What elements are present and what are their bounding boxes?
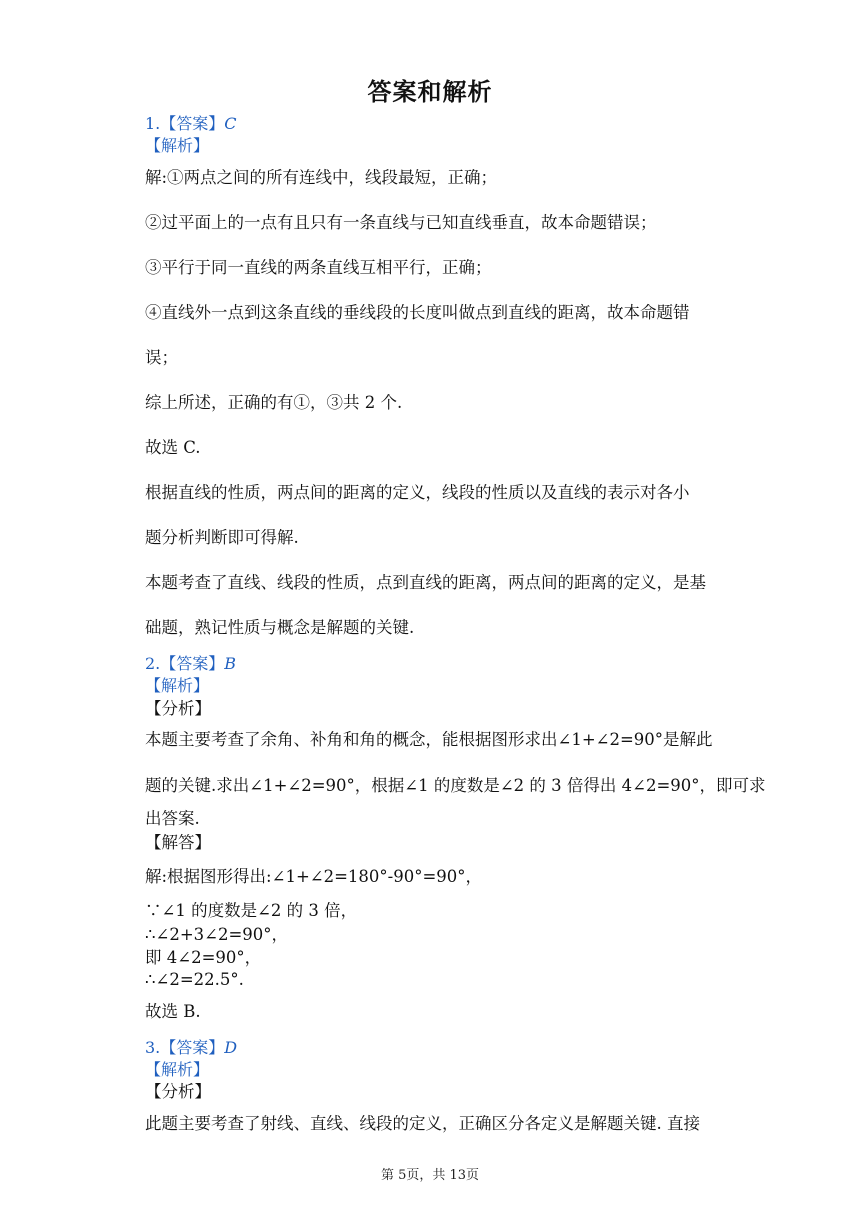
q3-analysis-tag: 【解析】 — [145, 1060, 210, 1079]
q3-number: 3. — [145, 1038, 161, 1057]
q1-line-10: 本题考查了直线、线段的性质，点到直线的距离，两点间的距离的定义，是基 — [145, 573, 706, 592]
q3-fenxi-tag: 【分析】 — [145, 1082, 211, 1101]
q2-solution-line-5: ∴∠2=22.5°. — [145, 970, 244, 989]
q2-solution-line-3: ∴∠2+3∠2=90°， — [145, 925, 289, 944]
q2-analysis-line-2: 题的关键.求出∠1+∠2=90°，根据∠1 的度数是∠2 的 3 倍得出 4∠2=90°，即可求 — [145, 776, 766, 795]
q3-answer: D — [224, 1038, 238, 1057]
q1-line-9: 题分析判断即可得解. — [145, 528, 299, 547]
q1-answer: C — [224, 114, 237, 133]
q1-line-11: 础题，熟记性质与概念是解题的关键. — [145, 618, 415, 637]
q3-answer-tag: 【答案】 — [160, 1038, 225, 1057]
q1-analysis-tag: 【解析】 — [145, 136, 210, 155]
q1-line-1: 解:①两点之间的所有连线中，线段最短，正确； — [145, 168, 498, 187]
q3-answer-line — [145, 1038, 237, 1058]
q2-answer: B — [224, 654, 237, 673]
q1-line-2: ②过平面上的一点有且只有一条直线与已知直线垂直，故本命题错误； — [145, 213, 657, 232]
q3-line-1: 此题主要考查了射线、直线、线段的定义，正确区分各定义是解题关键. 直接 — [145, 1114, 700, 1133]
q2-analysis-line-3: 出答案. — [145, 809, 200, 828]
q2-analysis-tag: 【解析】 — [145, 676, 210, 695]
q2-fenxi-tag: 【分析】 — [145, 699, 211, 718]
q1-number: 1. — [145, 114, 161, 133]
q1-answer-tag: 【答案】 — [160, 114, 225, 133]
q2-answer-tag: 【答案】 — [160, 654, 225, 673]
q2-number: 2. — [145, 654, 161, 673]
q1-line-7: 故选 C. — [145, 438, 201, 457]
q1-line-5: 误； — [145, 348, 178, 367]
q2-jieda-tag: 【解答】 — [145, 833, 211, 852]
page-title: 答案和解析 — [367, 77, 493, 106]
q2-solution-line-1: 解:根据图形得出:∠1+∠2=180°-90°=90°， — [145, 867, 483, 886]
q2-analysis-line-1: 本题主要考查了余角、补角和角的概念，能根据图形求出∠1+∠2=90°是解此 — [145, 730, 713, 749]
q1-line-4: ④直线外一点到这条直线的垂线段的长度叫做点到直线的距离，故本命题错 — [145, 303, 690, 322]
page-footer: 第 5页，共 13页 — [380, 1168, 480, 1183]
q1-line-8: 根据直线的性质，两点间的距离的定义，线段的性质以及直线的表示对各小 — [145, 483, 690, 502]
q1-line-3: ③平行于同一直线的两条直线互相平行，正确； — [145, 258, 492, 277]
q1-line-6: 综上所述，正确的有①，③共 2 个. — [145, 393, 403, 412]
q2-solution-line-2: ∵∠1 的度数是∠2 的 3 倍， — [145, 901, 358, 920]
q2-solution-line-6: 故选 B. — [145, 1002, 201, 1021]
q2-solution-line-4: 即 4∠2=90°， — [145, 948, 262, 967]
q1-answer-line — [145, 114, 237, 134]
q2-answer-line — [145, 654, 236, 674]
